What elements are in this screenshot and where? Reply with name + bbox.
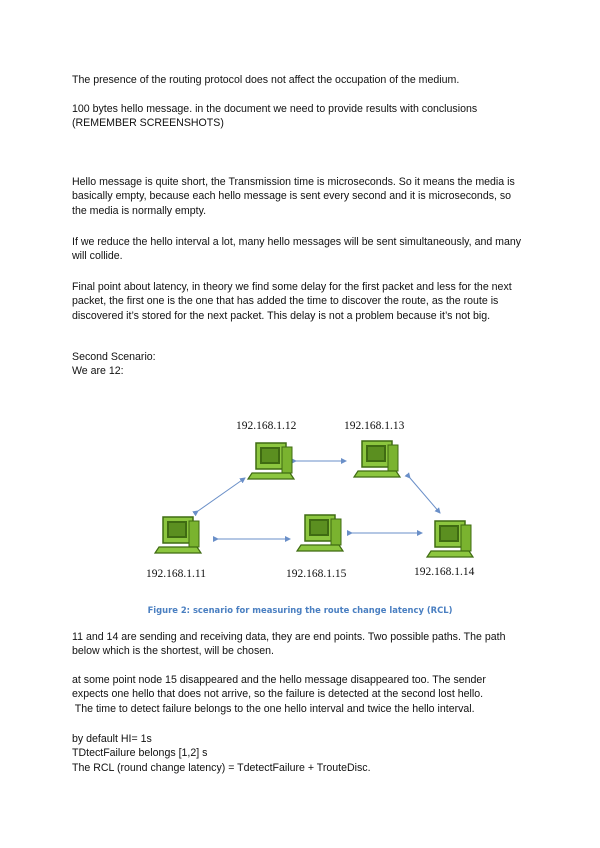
- second-scenario-heading: Second Scenario:: [72, 351, 156, 363]
- failure-line-3: The time to detect failure belongs to the one hello interval and twice the hello interval.: [72, 702, 475, 715]
- paragraph-node-failure: [72, 673, 528, 716]
- computer-icon-node-13: [354, 441, 400, 477]
- paragraph-end-points: 11 and 14 are sending and receiving data, they are end points. Two possible paths. The path below which is the shortest, will be chosen.: [72, 631, 506, 658]
- computer-icon-node-11: [155, 517, 201, 553]
- paragraph-hello-interval: If we reduce the hello interval a lot, many hello messages will be sent simultaneously, and many will collide.: [72, 236, 522, 263]
- node-label-13: 192.168.1.13: [344, 420, 405, 432]
- failure-line-2: expects one hello that does not arrive, so the failure is detected at the second lost hello.: [72, 688, 484, 701]
- paragraph-rcl-formula: [72, 732, 528, 775]
- paragraph-hello-message-size: 100 bytes hello message. in the document we need to provide results with conclusions (REMEMBER SCREENSHOTS): [72, 103, 478, 130]
- link-11-12: [198, 478, 245, 511]
- default-hello-interval: by default HI= 1s: [72, 733, 152, 745]
- node-label-11: 192.168.1.11: [146, 568, 206, 580]
- paragraph-routing-protocol: The presence of the routing protocol does not affect the occupation of the medium.: [72, 74, 460, 86]
- computer-icon-node-14: [427, 521, 473, 557]
- group-number-line: We are 12:: [72, 365, 124, 378]
- node-label-12: 192.168.1.12: [236, 420, 297, 432]
- network-diagram: [0, 405, 600, 610]
- paragraph-transmission-time: Hello message is quite short, the Transmission time is microseconds. So it means the media is basically empty, because each hello message is sent every second and it is microseconds, so the media is normally empty.: [72, 176, 515, 217]
- detect-failure-range: TDtectFailure belongs [1,2] s: [72, 747, 208, 760]
- computer-icon-node-15: [297, 515, 343, 551]
- node-label-15: 192.168.1.15: [286, 568, 347, 580]
- paragraph-latency: Final point about latency, in theory we find some delay for the first packet and less for the next packet, the first one is the one that has added the time to discover the route, as the route is discovered it’s stored for the next packet. This delay is not a problem because it’s not big.: [72, 281, 512, 322]
- failure-line-1: at some point node 15 disappeared and the hello message disappeared too. The sender: [72, 674, 486, 686]
- figure-caption: Figure 2: scenario for measuring the route change latency (RCL): [147, 605, 453, 615]
- second-scenario-block: [72, 350, 528, 379]
- link-13-14: [410, 478, 440, 513]
- rcl-equation: The RCL (round change latency) = TdetectFailure + TrouteDisc.: [72, 761, 371, 774]
- computer-icon-node-12: [248, 443, 294, 479]
- node-label-14: 192.168.1.14: [414, 566, 475, 578]
